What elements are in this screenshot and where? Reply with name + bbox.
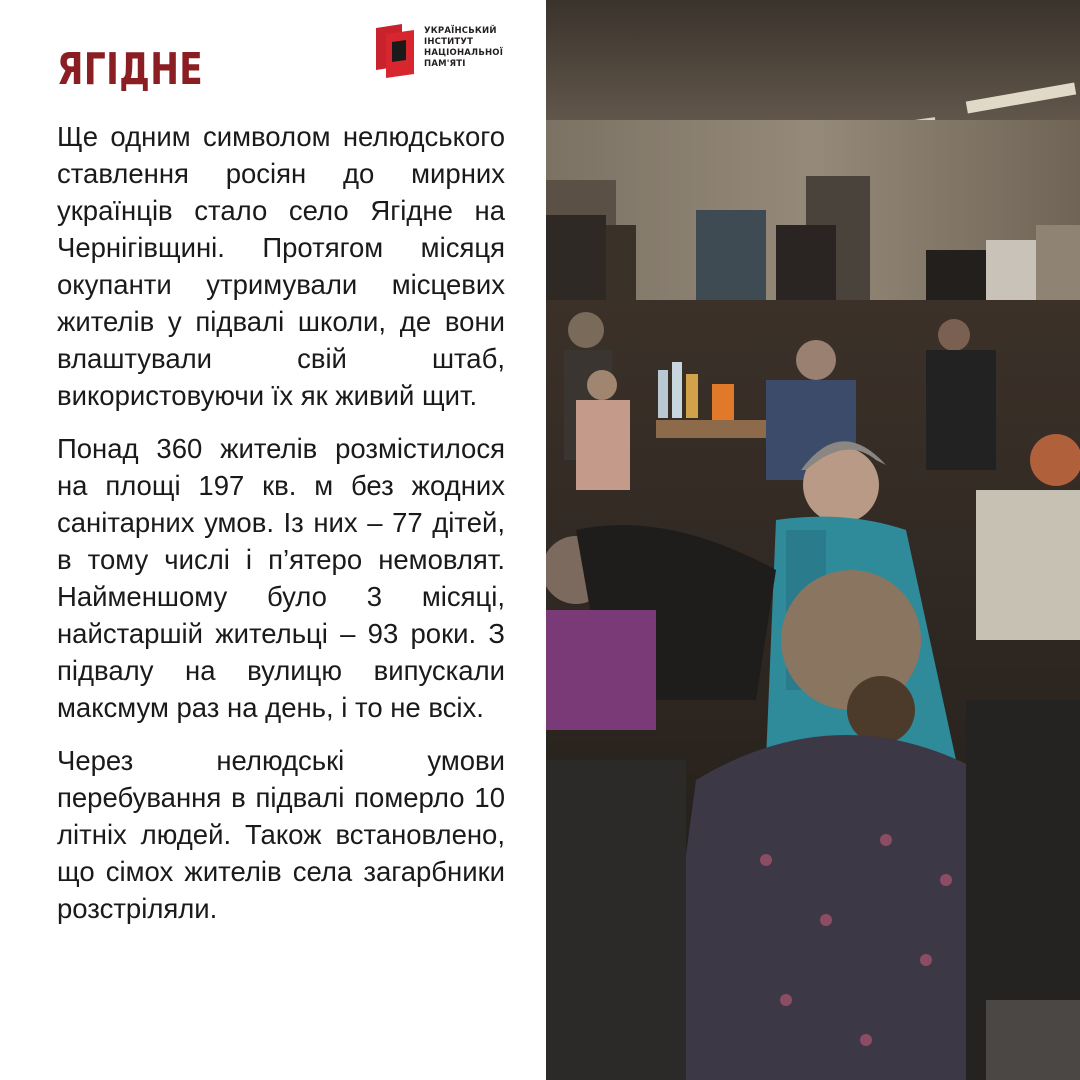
institute-logo-text bbox=[424, 26, 534, 70]
paragraph-2: Понад 360 жителів розмістилося на площі 197 кв. м без жодних санітарних умов. Із них – 77 дітей, в тому числі і п’ятеро немовлят. Найменшому було 3 місяці, найстаршій жительці – 93 роки. З підвалу на вулицю випускали максмум раз на день, і то не всіх. bbox=[57, 433, 505, 723]
basement-photo bbox=[546, 0, 1080, 1080]
page-title: ЯГІДНЕ bbox=[57, 44, 204, 95]
basement-photo-illustration bbox=[546, 0, 1080, 1080]
paragraph-1: Ще одним символом нелюдського ставлення росіян до мирних українців стало село Ягідне на Чернігівщині. Протягом місяця окупанти утримували місцевих жителів у підвалі школи, де вони влаштували свій штаб, використовуючи їх як живий щит. bbox=[57, 121, 505, 411]
article-body bbox=[57, 118, 505, 943]
institute-logo bbox=[376, 24, 526, 80]
logo-line: НАЦІОНАЛЬНОЇ bbox=[424, 48, 504, 58]
logo-line: УКРАЇНСЬКИЙ bbox=[424, 26, 497, 36]
logo-line: ПАМ'ЯТІ bbox=[424, 59, 466, 69]
institute-logo-icon bbox=[376, 24, 416, 78]
paragraph-3: Через нелюдські умови перебування в підвалі померло 10 літніх людей. Також встановлено, що сімох жителів села загарбники розстріляли. bbox=[57, 745, 505, 924]
logo-line: ІНСТИТУТ bbox=[424, 37, 474, 47]
